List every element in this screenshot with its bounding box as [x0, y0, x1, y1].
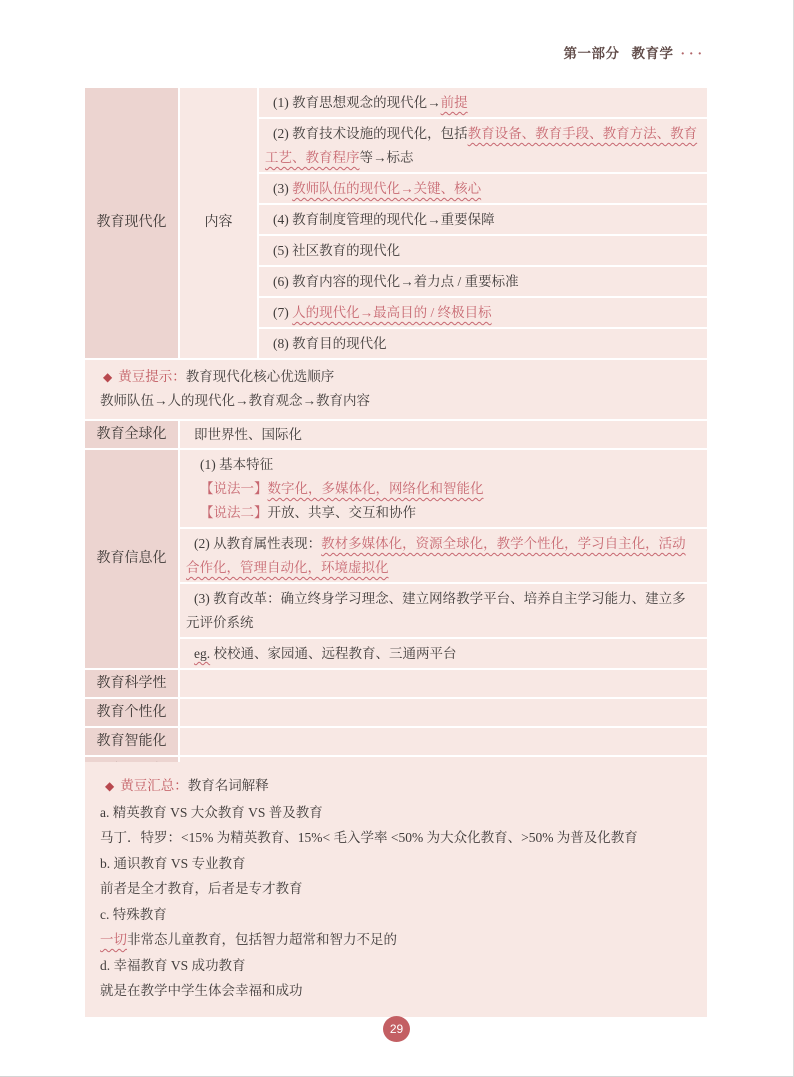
- item-highlight: 前提: [440, 95, 468, 110]
- informatization-items: [180, 450, 707, 668]
- row-scientific: [85, 670, 707, 697]
- section-modernization: [85, 88, 707, 358]
- item-text: (3): [273, 181, 293, 196]
- item-text: (8) 教育目的现代化: [273, 336, 387, 351]
- header-part-label: 第一部分: [563, 46, 620, 61]
- row-3-text: (3) 教育改革：确立终身学习理念、建立网络教学平台、培养自主学习能力、建立多元评价系统: [186, 591, 686, 630]
- summary-b-body: 前者是全才教育，后者是专才教育: [100, 881, 303, 896]
- summary-c-head: c. 特殊教育: [100, 906, 167, 922]
- diamond-icon: ◆: [105, 779, 115, 793]
- informatization-row-2: [180, 529, 707, 582]
- modernization-item-4: [259, 205, 707, 234]
- row-label-modernization: 教育现代化: [85, 88, 178, 358]
- subcolumn-content-label: 内容: [180, 88, 257, 358]
- row-label-scientific: 教育科学性: [85, 670, 178, 697]
- header-subject-label: 教育学: [631, 46, 674, 61]
- row-label-intelligent: 教育智能化: [85, 728, 178, 755]
- modernization-item-6: [259, 267, 707, 296]
- diamond-icon: ◆: [103, 370, 113, 384]
- statement-1: [186, 477, 699, 501]
- modernization-items: [259, 88, 707, 358]
- item-text: 等→标志: [359, 150, 414, 165]
- tip-sequence: 教师队伍→人的现代化→教育观念→教育内容: [100, 393, 370, 408]
- item-text: (7): [273, 305, 293, 320]
- summary-subtitle: 教育名词解释: [187, 778, 269, 793]
- item-highlight: 教育设备、教育手段、教育方法、教育工艺、教育程序: [265, 126, 698, 165]
- modernization-item-7: [259, 298, 707, 327]
- row-label-globalization: 教育全球化: [85, 421, 178, 448]
- summary-title: 黄豆汇总：: [120, 778, 188, 793]
- modernization-item-8: [259, 329, 707, 358]
- eg-label: eg.: [194, 646, 211, 661]
- summary-c-text: 非常态儿童教育，包括智力超常和智力不足的: [127, 932, 397, 947]
- globalization-text: 即世界性、国际化: [180, 421, 707, 448]
- informatization-row-3: [180, 584, 707, 637]
- informatization-row-4: [180, 639, 707, 668]
- tip-title: 黄豆提示：: [118, 369, 186, 384]
- summary-a-head: a. 精英教育 VS 大众教育 VS 普及教育: [100, 804, 323, 820]
- row-2-prefix: (2) 从教育属性表现：: [194, 536, 322, 551]
- item-text: (6) 教育内容的现代化→着力点 / 重要标准: [273, 274, 519, 289]
- item-highlight: 教师队伍的现代化→关键、核心: [292, 181, 482, 196]
- row-2-highlight: 教材多媒体化，资源全球化，教学个性化，学习自主化，活动合作化，管理自动化，环境虚拟化: [186, 536, 686, 575]
- item-text: (4) 教育制度管理的现代化→重要保障: [273, 212, 495, 227]
- informatization-row-1: [180, 450, 707, 527]
- tip-block: [85, 360, 707, 419]
- section-globalization: [85, 421, 707, 448]
- page-number-badge: 29: [383, 1016, 410, 1042]
- row-label-personalized: 教育个性化: [85, 699, 178, 726]
- row-intelligent: [85, 728, 707, 755]
- page-header: [563, 42, 706, 62]
- statement-1-text: 数字化，多媒体化，网络化和智能化: [267, 481, 484, 496]
- empty-cell: [180, 670, 707, 697]
- empty-cell: [180, 699, 707, 726]
- content-table: [85, 88, 707, 784]
- empty-cell: [180, 728, 707, 755]
- summary-a-body: 马丁．特罗：<15% 为精英教育、15%< 毛入学率 <50% 为大众化教育、>50% 为普及化教育: [100, 830, 638, 845]
- bracket-label: 【说法一】: [200, 481, 268, 496]
- tip-title-line: [100, 365, 697, 389]
- summary-c-body: [100, 927, 689, 953]
- bracket-label: 【说法二】: [200, 505, 268, 520]
- header-dots: ···: [680, 46, 706, 61]
- modernization-item-1: [259, 88, 707, 117]
- summary-block: [85, 762, 707, 1017]
- summary-title-line: [100, 773, 689, 800]
- summary-b-head: b. 通识教育 VS 专业教育: [100, 855, 246, 871]
- row-label-informatization: 教育信息化: [85, 450, 178, 668]
- item-text: (1) 教育思想观念的现代化→: [273, 95, 441, 110]
- statement-2: [186, 501, 699, 525]
- summary-d-body: 就是在教学中学生体会幸福和成功: [100, 983, 303, 998]
- section-informatization: [85, 450, 707, 668]
- item-highlight: 人的现代化→最高目的 / 终极目标: [292, 305, 492, 320]
- modernization-item-3: [259, 174, 707, 203]
- row-4-text: 校校通、家园通、远程教育、三通两平台: [210, 646, 457, 661]
- modernization-item-5: [259, 236, 707, 265]
- summary-c-highlight: 一切: [100, 932, 127, 947]
- row-personalized: [85, 699, 707, 726]
- summary-d-head: d. 幸福教育 VS 成功教育: [100, 957, 246, 973]
- statement-2-text: 开放、共享、交互和协作: [267, 505, 416, 520]
- item-text: (2) 教育技术设施的现代化，包括: [273, 126, 468, 141]
- tip-text: 教育现代化核心优选顺序: [185, 369, 335, 384]
- feature-title: (1) 基本特征: [200, 457, 274, 472]
- item-text: (5) 社区教育的现代化: [273, 243, 401, 258]
- modernization-item-2: [259, 119, 707, 172]
